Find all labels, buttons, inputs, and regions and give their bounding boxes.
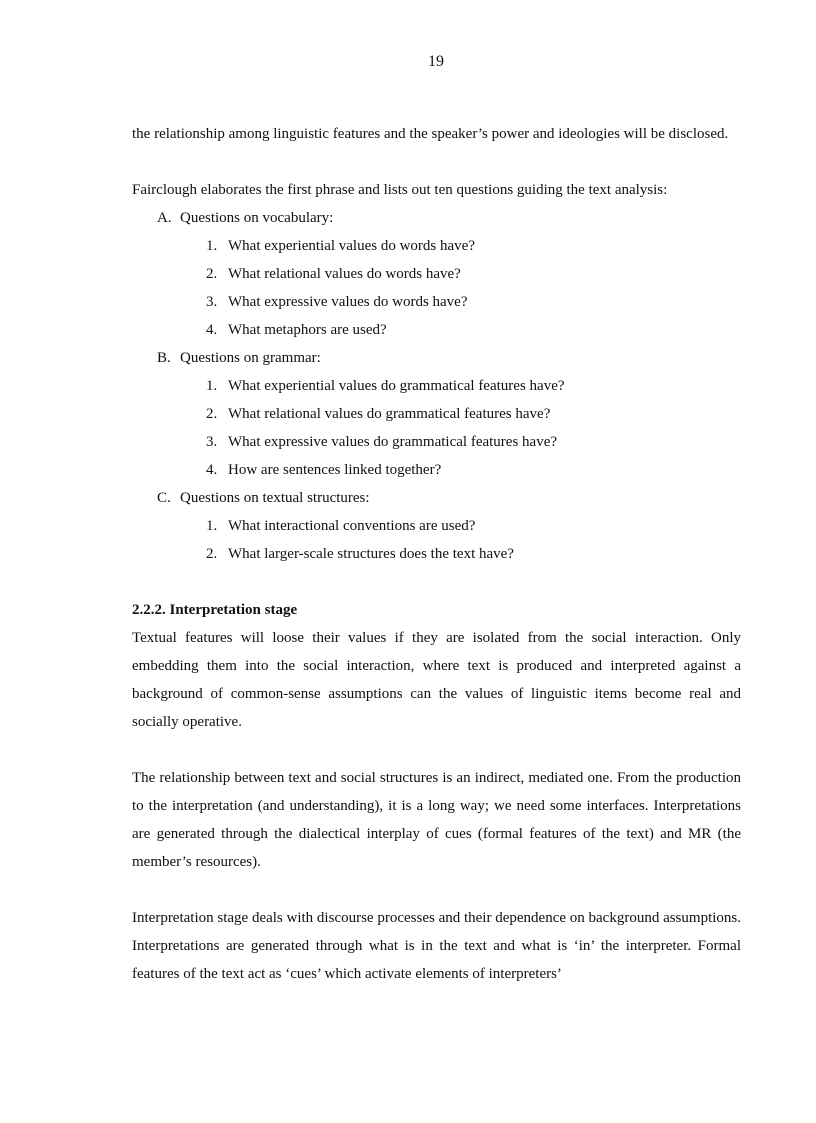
item-text: What interactional conventions are used? [228,518,476,534]
item-text: What experiential values do grammatical features have? [228,378,565,394]
group-title: Questions on grammar: [180,350,321,366]
question-group-textual-structures [132,484,741,568]
item-marker: 4. [206,322,218,338]
group-title: Questions on textual structures: [180,490,370,506]
list-item [132,540,741,568]
body-paragraph: The relationship between text and social structures is an indirect, mediated one. From the production to the interpretation (and understanding), it is a long way; we need some interfaces. Interpretations are generated through the dialectical interplay of cues (formal features of the text) and MR (the member’s resources). [132,770,741,870]
item-marker: 1. [206,378,218,394]
list-item [132,456,741,484]
group-marker: B. [157,350,171,366]
intro-paragraph: the relationship among linguistic features and the speaker’s power and ideologies will be disclosed. [132,126,729,142]
vocabulary-questions-list [180,232,741,344]
item-marker: 1. [206,518,218,534]
list-item [132,260,741,288]
list-item [132,512,741,540]
list-item [132,372,741,400]
group-title: Questions on vocabulary: [180,210,334,226]
group-marker: A. [157,210,172,226]
item-text: What metaphors are used? [228,322,387,338]
item-text: What relational values do grammatical features have? [228,406,551,422]
document-body [132,120,741,988]
group-marker: C. [157,490,171,506]
item-marker: 2. [206,546,218,562]
grammar-questions-list [180,372,741,484]
fairclough-lead-paragraph: Fairclough elaborates the first phrase and lists out ten questions guiding the text analysis: [132,182,668,198]
item-marker: 3. [206,294,218,310]
item-text: What relational values do words have? [228,266,461,282]
list-item [132,288,741,316]
item-text: What expressive values do words have? [228,294,468,310]
list-item [132,400,741,428]
item-text: What experiential values do words have? [228,238,475,254]
body-paragraph: Interpretation stage deals with discourse processes and their dependence on background assumptions. Interpretations are generated through what is in the text and what is ‘in’ the interpreter. Formal features of the text act as ‘cues’ which activate elements of interpreters’ [132,910,741,982]
item-marker: 2. [206,266,218,282]
body-paragraph: Textual features will loose their values if they are isolated from the social interaction. Only embedding them into the social interaction, where text is produced and interpreted against a background of common-sense assumptions can the values of linguistic items become real and socially operative. [132,630,741,730]
list-item [132,428,741,456]
item-marker: 1. [206,238,218,254]
page-number: 19 [428,53,444,70]
list-item [132,232,741,260]
question-group-vocabulary [132,204,741,344]
question-groups-list [132,204,741,568]
textual-structures-questions-list [180,512,741,568]
item-marker: 3. [206,434,218,450]
item-text: How are sentences linked together? [228,462,442,478]
list-item [132,316,741,344]
item-text: What expressive values do grammatical features have? [228,434,558,450]
item-marker: 2. [206,406,218,422]
section-heading: 2.2.2. Interpretation stage [132,602,298,618]
question-group-grammar [132,344,741,484]
item-marker: 4. [206,462,218,478]
item-text: What larger-scale structures does the text have? [228,546,514,562]
